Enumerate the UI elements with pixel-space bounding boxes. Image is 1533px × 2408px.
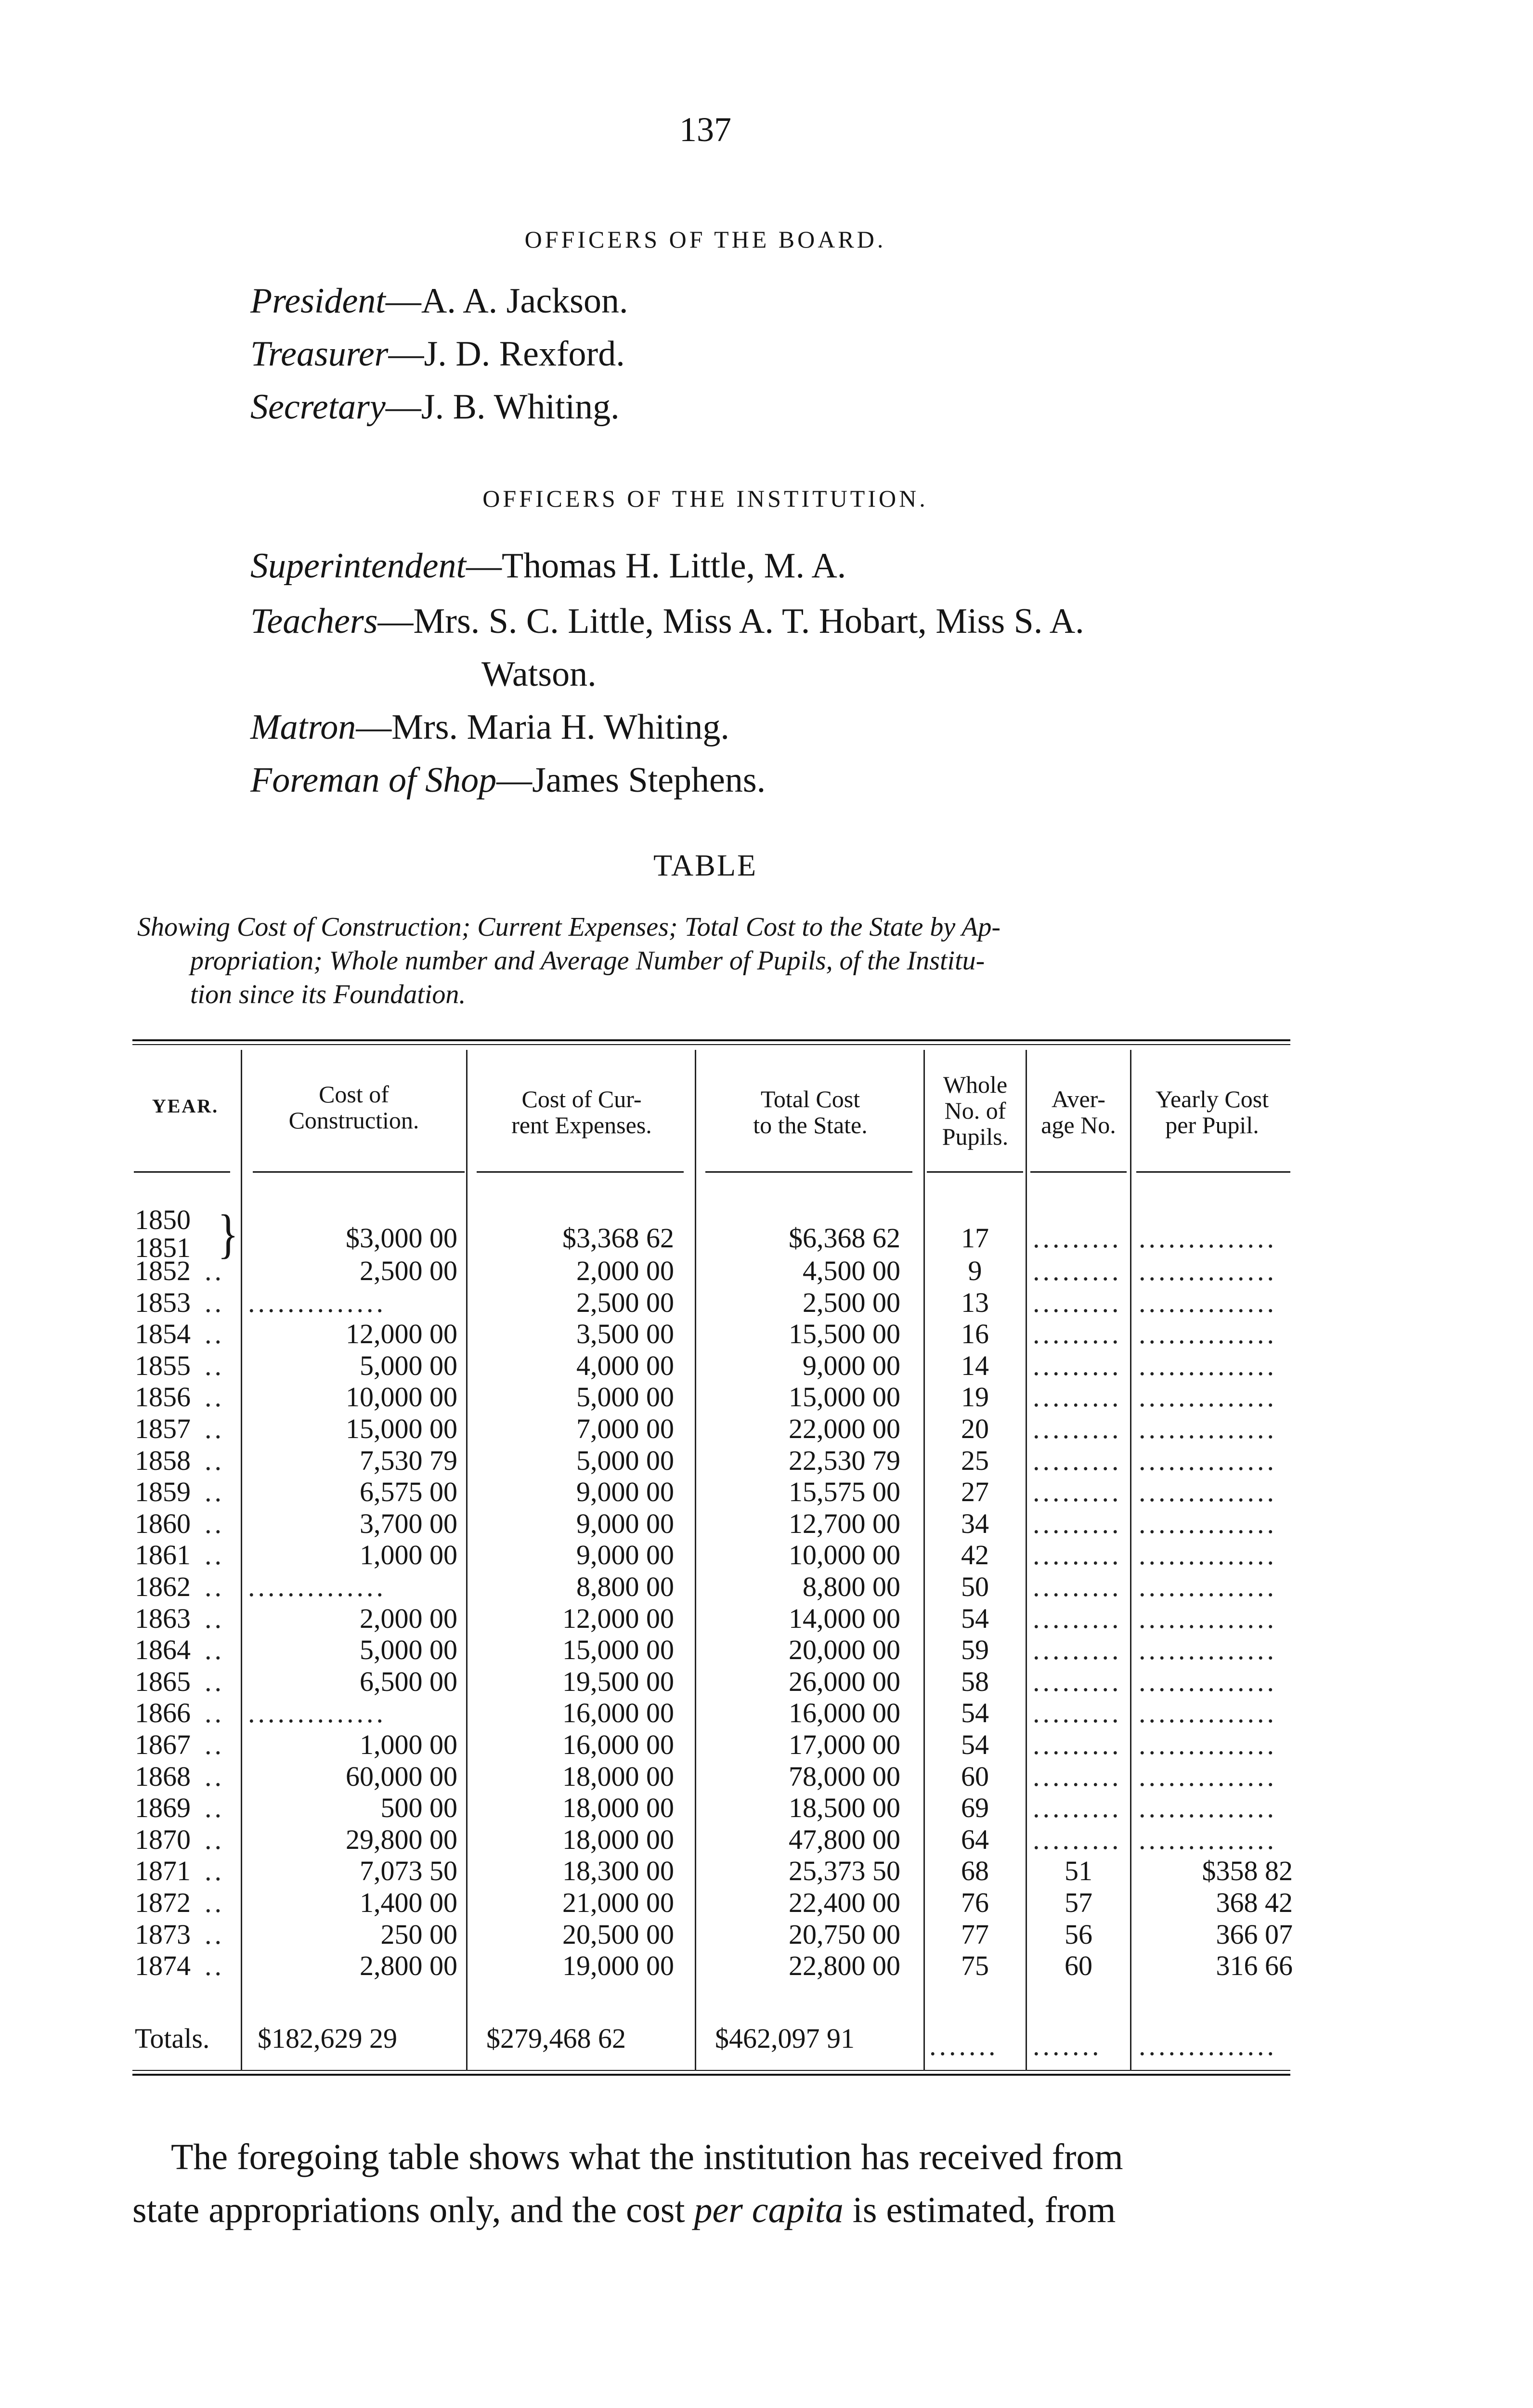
construction-cell: 29,800 00 xyxy=(346,1824,457,1855)
column-divider xyxy=(1130,1050,1131,2071)
pupils-cell: 17 xyxy=(961,1222,989,1254)
dot-leader: .. xyxy=(205,1350,224,1381)
dot-leader: ......... xyxy=(1033,1539,1122,1570)
officer-name: Mrs. Maria H. Whiting. xyxy=(391,707,729,747)
total-cell: 20,750 00 xyxy=(789,1919,900,1950)
yearly-cost-cell: $358 82 xyxy=(1202,1855,1293,1886)
header-line: Yearly Cost xyxy=(1155,1086,1269,1112)
current-cell: 21,000 00 xyxy=(562,1887,674,1918)
dot-leader: .............. xyxy=(1139,1539,1277,1570)
dot-leader: ......... xyxy=(1033,1381,1122,1413)
officer-title: Treasurer xyxy=(250,334,389,374)
construction-cell: 3,700 00 xyxy=(360,1508,457,1539)
dot-leader: ......... xyxy=(1033,1318,1122,1349)
yearly-cost-cell: 366 07 xyxy=(1216,1919,1293,1950)
current-cell: 15,000 00 xyxy=(562,1634,674,1665)
dot-leader: ......... xyxy=(1033,1222,1122,1254)
dot-leader: .............. xyxy=(1139,1350,1277,1381)
pupils-cell: 13 xyxy=(961,1287,989,1318)
officer-name: James Stephens. xyxy=(532,760,766,800)
table-title: TABLE xyxy=(653,848,758,882)
average-cell: 51 xyxy=(1065,1855,1092,1886)
officer-name: Mrs. S. C. Little, Miss A. T. Hobart, Miss S. A. xyxy=(413,602,1084,641)
header-underline xyxy=(134,1171,230,1173)
total-cell: 14,000 00 xyxy=(789,1603,900,1634)
officer-teachers: Teachers—Mrs. S. C. Little, Miss A. T. Hobart, Miss S. A. xyxy=(250,602,1084,641)
construction-cell: 7,530 79 xyxy=(360,1445,457,1476)
caption-line: Showing Cost of Construction; Current Expenses; Total Cost to the State by Ap- xyxy=(137,912,1001,942)
dot-leader: .. xyxy=(205,1824,224,1855)
header-line: Construction. xyxy=(288,1107,419,1134)
current-cell: 3,500 00 xyxy=(576,1318,674,1349)
pupils-cell: 50 xyxy=(961,1571,989,1602)
column-divider xyxy=(923,1050,925,2071)
year-cell: 1866 xyxy=(135,1697,191,1728)
construction-cell: 500 00 xyxy=(380,1792,457,1823)
dot-leader: .. xyxy=(205,1413,224,1444)
dot-leader: ......... xyxy=(1033,1729,1122,1760)
year-cell: 1863 xyxy=(135,1603,191,1634)
pupils-cell: 58 xyxy=(961,1666,989,1697)
column-divider xyxy=(695,1050,696,2071)
current-cell: 2,000 00 xyxy=(576,1255,674,1286)
year-cell: 1851 xyxy=(135,1232,191,1263)
dot-leader: .. xyxy=(205,1287,224,1318)
yearly-cost-cell: 368 42 xyxy=(1216,1887,1293,1918)
officer-superintendent: Superintendent—Thomas H. Little, M. A. xyxy=(250,546,846,586)
dot-leader: .. xyxy=(205,1792,224,1823)
construction-cell: 2,800 00 xyxy=(360,1950,457,1981)
pupils-cell: 9 xyxy=(968,1255,982,1286)
totals-label: Totals. xyxy=(135,2023,210,2054)
table-top-rule-thin xyxy=(132,1044,1290,1045)
officer-title: Foreman of Shop xyxy=(250,760,497,800)
year-cell: 1867 xyxy=(135,1729,191,1760)
closing-line-2 xyxy=(132,2184,1293,2236)
column-divider xyxy=(241,1050,242,2071)
total-cell: 4,500 00 xyxy=(803,1255,900,1286)
year-cell: 1871 xyxy=(135,1855,191,1886)
dot-leader: .. xyxy=(205,1697,224,1728)
pupils-cell: 69 xyxy=(961,1792,989,1823)
dot-leader: .............. xyxy=(248,1287,386,1318)
dot-leader: ......... xyxy=(1033,1350,1122,1381)
total-cell: 20,000 00 xyxy=(789,1634,900,1665)
pupils-cell: 16 xyxy=(961,1318,989,1349)
construction-cell: 6,500 00 xyxy=(360,1666,457,1697)
construction-cell: $3,000 00 xyxy=(346,1222,457,1254)
table-caption xyxy=(137,910,1293,1011)
officers-institution-heading: OFFICERS OF THE INSTITUTION. xyxy=(482,485,928,512)
year-cell: 1855 xyxy=(135,1350,191,1381)
dot-leader: .............. xyxy=(1139,1761,1277,1792)
dot-leader: ......... xyxy=(1033,1666,1122,1697)
total-cell: 2,500 00 xyxy=(803,1287,900,1318)
current-cell: 18,000 00 xyxy=(562,1824,674,1855)
header-line: rent Expenses. xyxy=(511,1112,652,1139)
current-cell: 18,300 00 xyxy=(562,1855,674,1886)
current-cell: 18,000 00 xyxy=(562,1792,674,1823)
officer-title: Matron xyxy=(250,707,356,747)
dot-leader: ......... xyxy=(1033,1413,1122,1444)
dot-leader: .............. xyxy=(1139,1222,1277,1254)
total-cell: 26,000 00 xyxy=(789,1666,900,1697)
dot-leader: .............. xyxy=(1139,1697,1277,1728)
dot-leader: ......... xyxy=(1033,1508,1122,1539)
pupils-cell: 34 xyxy=(961,1508,989,1539)
construction-cell: 1,000 00 xyxy=(360,1539,457,1570)
dot-leader: .. xyxy=(205,1476,224,1507)
dot-leader: .. xyxy=(205,1539,224,1570)
total-cell: $6,368 62 xyxy=(789,1222,900,1254)
dot-leader: .............. xyxy=(1139,1603,1277,1634)
header-line: per Pupil. xyxy=(1165,1112,1259,1139)
year-cell: 1857 xyxy=(135,1413,191,1444)
caption-line: propriation; Whole number and Average Number of Pupils, of the Institu- xyxy=(190,946,985,976)
header-underline xyxy=(705,1171,912,1173)
current-cell: 4,000 00 xyxy=(576,1350,674,1381)
dot-leader: .............. xyxy=(1139,1824,1277,1855)
total-cell: 10,000 00 xyxy=(789,1539,900,1570)
officers-board-heading: OFFICERS OF THE BOARD. xyxy=(524,226,886,253)
construction-cell: 5,000 00 xyxy=(360,1350,457,1381)
officer-president: President—A. A. Jackson. xyxy=(250,281,628,321)
header-line: Cost of Cur- xyxy=(521,1086,642,1112)
current-cell: 12,000 00 xyxy=(562,1603,674,1634)
table-top-rule xyxy=(132,1039,1290,1041)
construction-cell: 2,500 00 xyxy=(360,1255,457,1286)
construction-cell: 6,575 00 xyxy=(360,1476,457,1507)
closing-text: is estimated, from xyxy=(843,2190,1116,2230)
total-cell: 78,000 00 xyxy=(789,1761,900,1792)
dot-leader: .............. xyxy=(1139,1792,1277,1823)
dot-leader: .............. xyxy=(1139,2030,1277,2061)
table-bottom-rule xyxy=(132,2074,1290,2076)
dot-leader: .............. xyxy=(1139,1729,1277,1760)
construction-cell: 1,000 00 xyxy=(360,1729,457,1760)
pupils-cell: 77 xyxy=(961,1919,989,1950)
pupils-cell: 19 xyxy=(961,1381,989,1413)
header-line: Cost of xyxy=(319,1081,389,1108)
closing-text: state appropriations only, and the cost xyxy=(132,2190,694,2230)
pupils-cell: 68 xyxy=(961,1855,989,1886)
pupils-cell: 25 xyxy=(961,1445,989,1476)
header-line: Aver- xyxy=(1052,1086,1105,1112)
officer-name: A. A. Jackson. xyxy=(421,281,628,321)
header-construction xyxy=(243,1081,465,1133)
brace-glyph: } xyxy=(218,1204,239,1264)
dot-leader: .............. xyxy=(1139,1381,1277,1413)
pupils-cell: 14 xyxy=(961,1350,989,1381)
dot-leader: .. xyxy=(205,1919,224,1950)
year-cell: 1870 xyxy=(135,1824,191,1855)
dot-leader: .............. xyxy=(1139,1445,1277,1476)
officer-title: Superintendent xyxy=(250,546,467,586)
dot-leader: .............. xyxy=(1139,1476,1277,1507)
yearly-cost-cell: 316 66 xyxy=(1216,1950,1293,1981)
current-cell: $3,368 62 xyxy=(562,1222,674,1254)
dot-leader: .. xyxy=(205,1508,224,1539)
year-cell: 1861 xyxy=(135,1539,191,1570)
dot-leader: .............. xyxy=(1139,1413,1277,1444)
officer-matron: Matron—Mrs. Maria H. Whiting. xyxy=(250,707,729,747)
current-cell: 9,000 00 xyxy=(576,1508,674,1539)
pupils-cell: 75 xyxy=(961,1950,989,1981)
header-line: Total Cost xyxy=(760,1086,860,1112)
officer-foreman: Foreman of Shop—James Stephens. xyxy=(250,760,766,800)
dot-leader: ....... xyxy=(929,2030,999,2061)
dot-leader: ......... xyxy=(1033,1761,1122,1792)
header-line: No. of xyxy=(944,1097,1006,1124)
construction-cell: 2,000 00 xyxy=(360,1603,457,1634)
dot-leader: ......... xyxy=(1033,1824,1122,1855)
year-cell: 1864 xyxy=(135,1634,191,1665)
year-cell: 1854 xyxy=(135,1318,191,1349)
pupils-cell: 42 xyxy=(961,1539,989,1570)
total-cell: 22,000 00 xyxy=(789,1413,900,1444)
table-bottom-rule-thin xyxy=(132,2070,1290,2071)
totals-current: $279,468 62 xyxy=(486,2023,626,2054)
dot-leader: .............. xyxy=(248,1571,386,1602)
dot-leader: .............. xyxy=(1139,1634,1277,1665)
year-cell: 1865 xyxy=(135,1666,191,1697)
dot-leader: .. xyxy=(205,1571,224,1602)
dot-leader: .. xyxy=(205,1950,224,1981)
total-cell: 15,575 00 xyxy=(789,1476,900,1507)
dot-leader: .. xyxy=(205,1761,224,1792)
caption-line: tion since its Foundation. xyxy=(190,980,466,1009)
year-cell: 1858 xyxy=(135,1445,191,1476)
dot-leader: ......... xyxy=(1033,1697,1122,1728)
officer-title: President xyxy=(250,281,386,321)
dot-leader: .. xyxy=(205,1318,224,1349)
construction-cell: 15,000 00 xyxy=(346,1413,457,1444)
dot-leader: .............. xyxy=(1139,1571,1277,1602)
header-current xyxy=(468,1086,695,1138)
dot-leader: .. xyxy=(205,1634,224,1665)
total-cell: 9,000 00 xyxy=(803,1350,900,1381)
header-average xyxy=(1027,1086,1130,1138)
pupils-cell: 54 xyxy=(961,1729,989,1760)
dot-leader: .............. xyxy=(1139,1255,1277,1286)
dot-leader: ......... xyxy=(1033,1255,1122,1286)
total-cell: 22,400 00 xyxy=(789,1887,900,1918)
header-line: age No. xyxy=(1041,1112,1116,1139)
header-pupils xyxy=(925,1072,1026,1150)
dot-leader: .. xyxy=(205,1855,224,1886)
dot-leader: .............. xyxy=(1139,1508,1277,1539)
dot-leader: .............. xyxy=(1139,1287,1277,1318)
dot-leader: .............. xyxy=(1139,1318,1277,1349)
page-number: 137 xyxy=(679,110,731,149)
construction-cell: 1,400 00 xyxy=(360,1887,457,1918)
dot-leader: ....... xyxy=(1033,2030,1102,2061)
total-cell: 17,000 00 xyxy=(789,1729,900,1760)
average-cell: 60 xyxy=(1065,1950,1092,1981)
officer-teachers-continuation: Watson. xyxy=(481,654,597,694)
total-cell: 16,000 00 xyxy=(789,1697,900,1728)
pupils-cell: 60 xyxy=(961,1761,989,1792)
header-yearly xyxy=(1131,1086,1293,1138)
dot-leader: ......... xyxy=(1033,1603,1122,1634)
total-cell: 8,800 00 xyxy=(803,1571,900,1602)
header-total xyxy=(697,1086,923,1138)
column-divider xyxy=(1026,1050,1027,2071)
dot-leader: .. xyxy=(205,1381,224,1413)
year-cell: 1872 xyxy=(135,1887,191,1918)
pupils-cell: 64 xyxy=(961,1824,989,1855)
closing-line-1: The foregoing table shows what the institution has received from xyxy=(171,2137,1123,2177)
construction-cell: 250 00 xyxy=(380,1919,457,1950)
total-cell: 15,000 00 xyxy=(789,1381,900,1413)
year-cell: 1850 xyxy=(135,1204,191,1235)
dot-leader: ......... xyxy=(1033,1287,1122,1318)
dot-leader: .. xyxy=(205,1729,224,1760)
year-cell: 1860 xyxy=(135,1508,191,1539)
header-line: Pupils. xyxy=(942,1123,1009,1150)
header-year: YEAR. xyxy=(152,1095,219,1117)
dot-leader: .............. xyxy=(248,1697,386,1728)
year-cell: 1853 xyxy=(135,1287,191,1318)
pupils-cell: 76 xyxy=(961,1887,989,1918)
year-cell: 1856 xyxy=(135,1381,191,1413)
officer-name: J. D. Rexford. xyxy=(424,334,625,374)
total-cell: 22,530 79 xyxy=(789,1445,900,1476)
total-cell: 25,373 50 xyxy=(789,1855,900,1886)
current-cell: 19,000 00 xyxy=(562,1950,674,1981)
dot-leader: .. xyxy=(205,1666,224,1697)
average-cell: 57 xyxy=(1065,1887,1092,1918)
officer-title: Teachers xyxy=(250,602,378,641)
totals-total: $462,097 91 xyxy=(715,2023,855,2054)
current-cell: 20,500 00 xyxy=(562,1919,674,1950)
dot-leader: .. xyxy=(205,1887,224,1918)
current-cell: 9,000 00 xyxy=(576,1476,674,1507)
year-cell: 1859 xyxy=(135,1476,191,1507)
dot-leader: ......... xyxy=(1033,1445,1122,1476)
total-cell: 47,800 00 xyxy=(789,1824,900,1855)
construction-cell: 60,000 00 xyxy=(346,1761,457,1792)
current-cell: 19,500 00 xyxy=(562,1666,674,1697)
header-line: to the State. xyxy=(753,1112,868,1139)
pupils-cell: 27 xyxy=(961,1476,989,1507)
construction-cell: 5,000 00 xyxy=(360,1634,457,1665)
dot-leader: .. xyxy=(205,1603,224,1634)
construction-cell: 7,073 50 xyxy=(360,1855,457,1886)
total-cell: 22,800 00 xyxy=(789,1950,900,1981)
current-cell: 2,500 00 xyxy=(576,1287,674,1318)
year-cell: 1852 xyxy=(135,1255,191,1286)
pupils-cell: 54 xyxy=(961,1697,989,1728)
dot-leader: ......... xyxy=(1033,1476,1122,1507)
current-cell: 5,000 00 xyxy=(576,1445,674,1476)
header-underline xyxy=(253,1171,465,1173)
year-cell: 1873 xyxy=(135,1919,191,1950)
officer-title: Secretary xyxy=(250,387,386,427)
dot-leader: .............. xyxy=(1139,1666,1277,1697)
current-cell: 9,000 00 xyxy=(576,1539,674,1570)
current-cell: 7,000 00 xyxy=(576,1413,674,1444)
construction-cell: 12,000 00 xyxy=(346,1318,457,1349)
year-cell: 1868 xyxy=(135,1761,191,1792)
dot-leader: ......... xyxy=(1033,1571,1122,1602)
year-cell: 1869 xyxy=(135,1792,191,1823)
header-underline xyxy=(1136,1171,1290,1173)
closing-italic: per capita xyxy=(694,2190,844,2230)
totals-construction: $182,629 29 xyxy=(258,2023,397,2054)
current-cell: 16,000 00 xyxy=(562,1729,674,1760)
header-line: Whole xyxy=(943,1071,1008,1098)
current-cell: 16,000 00 xyxy=(562,1697,674,1728)
officer-name: Thomas H. Little, M. A. xyxy=(502,546,846,586)
total-cell: 15,500 00 xyxy=(789,1318,900,1349)
header-underline xyxy=(1030,1171,1127,1173)
pupils-cell: 59 xyxy=(961,1634,989,1665)
officer-treasurer: Treasurer—J. D. Rexford. xyxy=(250,334,625,374)
officer-name: J. B. Whiting. xyxy=(421,387,620,427)
dot-leader: ......... xyxy=(1033,1792,1122,1823)
year-cell: 1862 xyxy=(135,1571,191,1602)
officer-secretary: Secretary—J. B. Whiting. xyxy=(250,387,620,427)
header-underline xyxy=(927,1171,1023,1173)
year-cell: 1874 xyxy=(135,1950,191,1981)
current-cell: 5,000 00 xyxy=(576,1381,674,1413)
current-cell: 18,000 00 xyxy=(562,1761,674,1792)
dot-leader: .. xyxy=(205,1445,224,1476)
column-divider xyxy=(466,1050,468,2071)
pupils-cell: 20 xyxy=(961,1413,989,1444)
current-cell: 8,800 00 xyxy=(576,1571,674,1602)
header-underline xyxy=(477,1171,684,1173)
total-cell: 12,700 00 xyxy=(789,1508,900,1539)
pupils-cell: 54 xyxy=(961,1603,989,1634)
construction-cell: 10,000 00 xyxy=(346,1381,457,1413)
total-cell: 18,500 00 xyxy=(789,1792,900,1823)
dot-leader: ......... xyxy=(1033,1634,1122,1665)
dot-leader: .. xyxy=(205,1255,224,1286)
average-cell: 56 xyxy=(1065,1919,1092,1950)
